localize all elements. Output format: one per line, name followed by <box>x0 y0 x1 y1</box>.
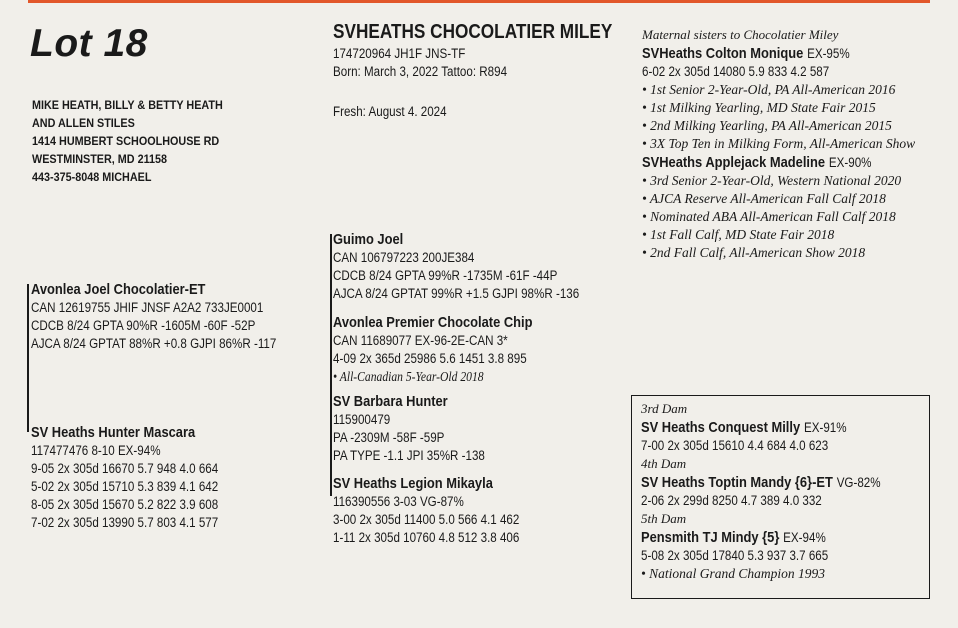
sister1-note: • 3X Top Ten in Milking Form, All-American Show <box>642 136 916 151</box>
sister1-name: SVHeaths Colton Monique <box>642 45 804 62</box>
fifth-dam-note: • National Grand Champion 1993 <box>641 566 825 581</box>
consignor-line2: AND ALLEN STILES <box>32 116 135 130</box>
fourth-dam-name: SV Heaths Toptin Mandy {6}-ET <box>641 474 833 491</box>
consignor-line1: MIKE HEATH, BILLY & BETTY HEATH <box>32 98 223 112</box>
sire-ajca: AJCA 8/24 GPTAT 88%R +0.8 GJPI 86%R -117 <box>31 336 277 351</box>
sire-dam-record: 4-09 2x 365d 25986 5.6 1451 3.8 895 <box>333 351 527 366</box>
fifth-dam-record: 5-08 2x 305d 17840 5.3 937 3.7 665 <box>641 548 829 563</box>
sire-sire-name: Guimo Joel <box>333 231 404 248</box>
third-dam-name: SV Heaths Conquest Milly <box>641 419 801 436</box>
consignor-phone: 443-375-8048 MICHAEL <box>32 170 152 184</box>
sire-dam-note: • All-Canadian 5-Year-Old 2018 <box>333 369 484 384</box>
animal-name: SVHEATHS CHOCOLATIER MILEY <box>333 21 613 43</box>
sister2-grade: EX-90% <box>828 155 872 170</box>
third-dam-grade: EX-91% <box>803 420 847 435</box>
sister1-note: • 1st Milking Yearling, MD State Fair 2015 <box>642 100 876 115</box>
sister2-note: • 1st Fall Calf, MD State Fair 2018 <box>642 227 835 242</box>
sire-bracket-line <box>27 284 29 432</box>
third-dam-record: 7-00 2x 305d 15610 4.4 684 4.0 623 <box>641 438 829 453</box>
sire-dam-block <box>333 313 533 386</box>
dam-family-box <box>631 395 930 599</box>
animal-block <box>333 20 612 121</box>
maternal-sisters-block <box>642 26 942 262</box>
dam-sire-pa: PA -2309M -58F -59P <box>333 430 445 445</box>
fourth-dam-record: 2-06 2x 299d 8250 4.7 389 4.0 332 <box>641 493 822 508</box>
dam-record: 7-02 2x 305d 13990 5.7 803 4.1 577 <box>31 515 219 530</box>
top-accent-bar <box>28 0 930 3</box>
fourth-dam-grade: VG-82% <box>836 475 881 490</box>
sire-sire-cdcb: CDCB 8/24 GPTA 99%R -1735M -61F -44P <box>333 268 558 283</box>
sire-sire-block <box>333 230 579 303</box>
sister2-note: • 2nd Fall Calf, All-American Show 2018 <box>642 245 866 260</box>
sister2-name: SVHeaths Applejack Madeline <box>642 154 826 171</box>
fifth-dam-label: 5th Dam <box>641 511 687 526</box>
dam-dam-record: 1-11 2x 305d 10760 4.8 512 3.8 406 <box>333 530 520 545</box>
dam-record: 8-05 2x 305d 15670 5.2 822 3.9 608 <box>31 497 219 512</box>
sire-sire-id: CAN 106797223 200JE384 <box>333 250 475 265</box>
sire-sire-ajca: AJCA 8/24 GPTAT 99%R +1.5 GJPI 98%R -136 <box>333 286 580 301</box>
sister1-record: 6-02 2x 305d 14080 5.9 833 4.2 587 <box>642 64 830 79</box>
dam-block <box>31 423 218 532</box>
fifth-dam-grade: EX-94% <box>783 530 826 545</box>
dam-sire-block <box>333 392 485 465</box>
sire-cdcb: CDCB 8/24 GPTA 90%R -1605M -60F -52P <box>31 318 256 333</box>
sister1-note: • 2nd Milking Yearling, PA All-American 2015 <box>642 118 892 133</box>
dam-line-bracket <box>330 396 332 496</box>
consignor-city: WESTMINSTER, MD 21158 <box>32 152 168 166</box>
sire-id: CAN 12619755 JHIF JNSF A2A2 733JE0001 <box>31 300 264 315</box>
maternal-header: Maternal sisters to Chocolatier Miley <box>642 27 839 42</box>
dam-record: 9-05 2x 305d 16670 5.7 948 4.0 664 <box>31 461 219 476</box>
sire-line-bracket <box>330 234 332 398</box>
sister1-note: • 1st Senior 2-Year-Old, PA All-American 2016 <box>642 82 896 97</box>
dam-name: SV Heaths Hunter Mascara <box>31 424 196 441</box>
dam-record: 5-02 2x 305d 15710 5.3 839 4.1 642 <box>31 479 219 494</box>
sire-dam-name: Avonlea Premier Chocolate Chip <box>333 314 533 331</box>
animal-id: 174720964 JH1F JNS-TF <box>333 46 466 61</box>
sister2-note: • Nominated ABA All-American Fall Calf 2018 <box>642 209 896 224</box>
dam-sire-id: 115900479 <box>333 412 391 427</box>
sire-dam-id: CAN 11689077 EX-96-2E-CAN 3* <box>333 333 508 348</box>
fourth-dam-label: 4th Dam <box>641 456 687 471</box>
sister2-note: • 3rd Senior 2-Year-Old, Western National 2020 <box>642 173 902 188</box>
dam-sire-name: SV Barbara Hunter <box>333 393 448 410</box>
sire-name: Avonlea Joel Chocolatier-ET <box>31 281 206 298</box>
dam-sire-patype: PA TYPE -1.1 JPI 35%R -138 <box>333 448 485 463</box>
lot-number: Lot 18 <box>30 22 148 65</box>
consignor-address: 1414 HUMBERT SCHOOLHOUSE RD <box>32 134 220 148</box>
consignor-block <box>32 96 266 186</box>
dam-dam-id: 116390556 3-03 VG-87% <box>333 494 464 509</box>
dam-id: 117477476 8-10 EX-94% <box>31 443 161 458</box>
dam-dam-name: SV Heaths Legion Mikayla <box>333 475 493 492</box>
dam-dam-record: 3-00 2x 305d 11400 5.0 566 4.1 462 <box>333 512 520 527</box>
animal-fresh: Fresh: August 4. 2024 <box>333 104 447 119</box>
third-dam-label: 3rd Dam <box>641 401 688 416</box>
sister1-grade: EX-95% <box>807 46 850 61</box>
fifth-dam-name: Pensmith TJ Mindy {5} <box>641 529 780 546</box>
sister2-note: • AJCA Reserve All-American Fall Calf 2018 <box>642 191 886 206</box>
sire-block <box>31 280 276 353</box>
animal-born: Born: March 3, 2022 Tattoo: R894 <box>333 64 508 79</box>
dam-dam-block <box>333 474 519 547</box>
